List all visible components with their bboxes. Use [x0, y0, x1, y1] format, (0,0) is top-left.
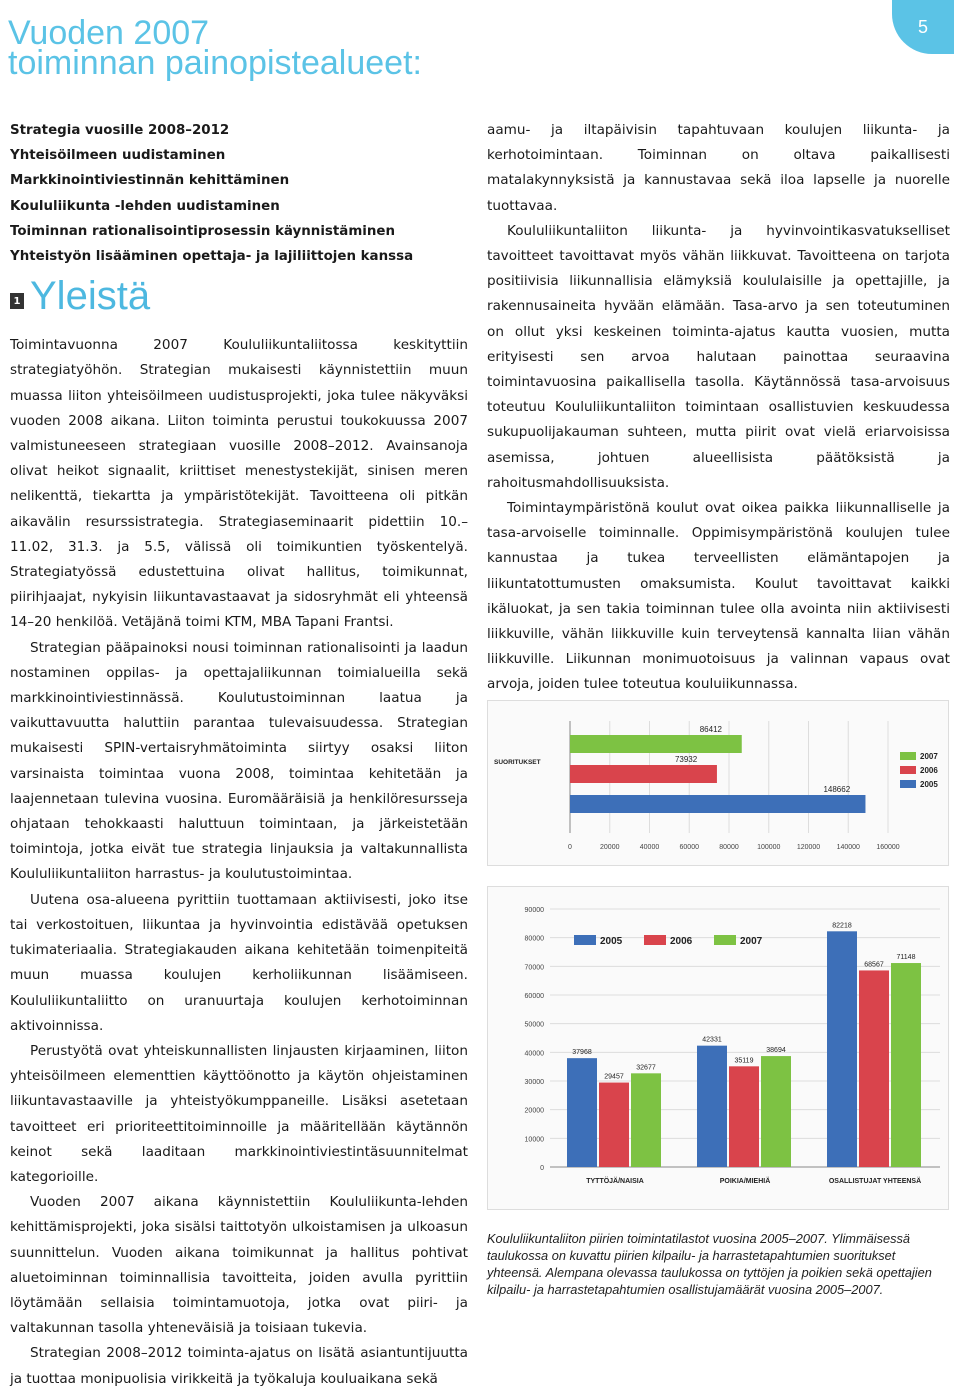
bar-2006 [599, 1083, 629, 1167]
x-tick-label: 140000 [836, 844, 860, 851]
bar-2005 [827, 931, 857, 1167]
y-tick-label: 10000 [524, 1136, 544, 1144]
focus-item: Yhteisöilmeen uudistaminen [10, 148, 226, 164]
paragraph: Strategian 2008–2012 toiminta-ajatus on lisätä asiantuntijuutta ja tuottaa monipuolisia virikkeitä ja työkaluja kouluaikana sekä [10, 1345, 468, 1387]
data-label-2007: 32677 [636, 1064, 656, 1072]
paragraph: Koululiikuntaliiton liikunta- ja hyvinvointikasvatukselliset tavoitteet tavoittavat myös vähän liikkuvat. Tavoitteena on tarjota positiivisia liikunnallisia elämyksiä koululaisille ja opettajille, ja rakennusaineita hyvään elämään. Tasa-arvo ja sen toteutuminen on ollut yksi keskeinen toiminta-ajatus kautta vuosien, mutta erityisesti sen arvoa halutaan painottaa seuraavina toimintavuosina paikallisella tasolla. Käytännössä tasa-arvoisuus toteutuu Koululiikuntaliiton toimintaan osallistuvien keskuudessa sukupuolijakauman suhteen, mutta piirit ovat vielä eriarvoisissa asemissa, johtuen alueellisista päätöksistä ja rahoitusmahdollisuuksista. [487, 222, 950, 491]
y-tick-label: 90000 [524, 907, 544, 914]
y-tick-label: 70000 [524, 964, 544, 972]
y-tick-label: 60000 [524, 993, 544, 1000]
data-label-2005: 148662 [823, 785, 851, 794]
y-tick-label: 40000 [524, 1050, 544, 1058]
left-column [10, 118, 468, 1392]
legend-swatch-2005 [574, 935, 596, 945]
paragraph: Vuoden 2007 aikana käynnistettiin Koululiikunta-lehden kehittämisprojekti, joka sisälsi taittotyön ulkoistamisen ja ulkoasun suunnittelun. Vuoden aikana toimikunnat ja hallitus pohtivat aluetoiminnan toiminnallisia tavoitteita, joiden avulla pyrittiin löytämään sellaisia toimintamuotoja, jotka ovat piiri- ja valtakunnan tasolla yhteneväisiä ja toisiaan tukevia. [10, 1194, 468, 1337]
chart-osallistujat [488, 887, 948, 1205]
bar-2005 [697, 1046, 727, 1167]
paragraph: Perustyötä ovat yhteiskunnallisten linjausten kirjaaminen, liiton yhteisöilmeen elementtien käyttöönotto ja käytön ohjeistaminen liikuntavastaaville ja yhteistyökumppaneille. Lisäksi asetetaan tavoitteet eri prioriteettitoiminnoille ja määritellään käytännön keinot sekä laaditaan markkinointiviestintäsuunnitelmat kategorioille. [10, 1042, 468, 1185]
bar-2006 [570, 765, 717, 783]
legend-label-2007: 2007 [740, 936, 763, 947]
x-tick-label: 20000 [600, 844, 620, 851]
bar-2007 [761, 1056, 791, 1167]
bar-2005 [567, 1058, 597, 1167]
data-label-2006: 68567 [864, 961, 884, 969]
data-label-2006: 73932 [674, 755, 698, 764]
focus-item: Toiminnan rationalisointiprosessin käynnistäminen [10, 223, 396, 239]
data-label-2006: 29457 [604, 1073, 624, 1081]
bar-2005 [570, 795, 865, 813]
legend-label-2006: 2006 [920, 766, 938, 775]
bar-2006 [729, 1066, 759, 1167]
y-tick-label: 30000 [524, 1079, 544, 1086]
x-category-label: POIKIA/MIEHIÄ [719, 1178, 771, 1185]
data-label-2007: 38694 [766, 1047, 786, 1055]
x-tick-label: 80000 [719, 844, 739, 851]
legend-swatch-2005 [900, 780, 916, 788]
legend-label-2006: 2006 [670, 936, 693, 947]
legend-label-2005: 2005 [920, 780, 938, 789]
legend-label-2005: 2005 [600, 936, 623, 947]
focus-item: Strategia vuosille 2008–2012 [10, 123, 230, 138]
data-label-2007: 71148 [896, 954, 916, 962]
legend-swatch-2006 [644, 935, 666, 945]
section-title: Yleistä [30, 274, 151, 319]
focus-item: Yhteistyön lisääminen opettaja- ja lajiliittojen kanssa [10, 249, 414, 265]
y-tick-label: 20000 [524, 1107, 544, 1115]
title-line-2: toiminnan painopistealueet: [8, 44, 422, 82]
y-tick-label: 50000 [524, 1021, 544, 1029]
legend-label-2007: 2007 [920, 752, 938, 761]
charts-area [487, 700, 949, 1210]
paragraph: Toimintaympäristönä koulut ovat oikea paikka liikunnalliselle ja tasa-arvoiselle toiminnalle. Oppimisympäristönä koulujen tulee kannustaa ja tukea terveellisten elämäntapojen ja liikuntatottumusten omaksumista. Koulut tavoittavat kaikki ikäluokat, ja sen takia toiminnan tulee olla avointa niin aktiivisesti liikkuville, vähän liikkuville kuin terveytensä kannalta liian vähän liikkuville. Liikunnan monimuotoisuus ja valinnan vapaus ovat arvoja, joiden tulee toteutua kouluiikunnassa. [487, 500, 950, 693]
x-tick-label: 60000 [679, 844, 699, 851]
page-number-badge [892, 0, 954, 54]
bar-2007 [891, 963, 921, 1167]
legend-swatch-2007 [900, 752, 916, 760]
y-tick-label: 80000 [524, 935, 544, 943]
data-label-2005: 82218 [832, 922, 852, 930]
legend-swatch-2006 [900, 766, 916, 774]
y-category-label: SUORITUKSET [494, 759, 541, 766]
title-line-1: Vuoden 2007 [8, 14, 210, 52]
x-tick-label: 160000 [876, 844, 900, 851]
paragraph: Uutena osa-alueena pyrittiin tuottamaan aktiivisesti, joko itse tai verkostoituen, liikuntaa ja hyvinvointia edistävää opetuksen tukimateriaalia. Strategiakauden aikana kehitetään toimenpiteitä muun muassa koulujen kerholiikunnan lisäämiseen. Koululiikuntaliitto on uranuurtaja koulujen kerhotoiminnan aktivoinnissa. [10, 891, 468, 1034]
chart-suoritukset [488, 701, 948, 861]
bar-2007 [570, 735, 742, 753]
right-column [487, 118, 950, 698]
chart-top-frame [487, 700, 949, 866]
data-label-2006: 35119 [734, 1057, 754, 1065]
data-label-2005: 42331 [702, 1036, 722, 1044]
section-number: 1 [10, 293, 24, 309]
chart-caption: Koululiikuntaliiton piirien toimintatilastot vuosina 2005–2007. Ylimmäisessä taulukossa on kuvattu piirien kilpailu- ja harrastetapahtumien suoritukset yhteensä. Alempana olevassa taulukossa on tyttöjen ja poikien sekä opettajien kilpailu- ja harrastetapahtumien osallistujamäärät vuosina 2005–2007. [487, 1231, 932, 1297]
x-tick-label: 120000 [796, 844, 821, 851]
page-title [8, 14, 422, 82]
paragraph: Strategian pääpainoksi nousi toiminnan rationalisointi ja laadun nostaminen oppilas- ja opettajaliikunnan toimialueilla sekä markkinointiviestinnässä. Koulutustoiminnan laatua ja vaikuttavuutta haluttiin parantaa tulevaisuudessa. Strategian mukaisesti SPIN-vertaisryhmätoiminta siirtyy osaksi liiton varsinaista toimintaa vuona 2008, toimintaa kehitetään ja laajennetaan tulevina vuosina. Euromääräisiä ja henkilöresursseja ohjataan tehokkaasti haluttuun toimintaan, ja järkeistetään toimintoja, jotka eivät tue strategia linjauksia ja valtakunnallista Koululiikuntaliiton harrastus- ja koulutustoimintaa. [10, 639, 468, 883]
chart-bottom-frame [487, 886, 949, 1210]
page-number: 5 [917, 16, 928, 37]
focus-list [10, 118, 468, 269]
paragraph: aamu- ja iltapäivisin tapahtuvaan koulujen liikunta- ja kerhotoimintaan. Toiminnan on oltava paikallisesti matalakynnyksistä ja kannustavaa sekä iloa lapselle ja nuorelle tuottavaa. [487, 122, 950, 214]
x-tick-label: 0 [568, 844, 572, 851]
focus-item: Markkinointiviestinnän kehittäminen [10, 173, 290, 189]
data-label-2005: 37968 [572, 1049, 592, 1057]
x-category-label: OSALLISTUJAT YHTEENSÄ [828, 1178, 922, 1185]
bar-2007 [631, 1073, 661, 1167]
data-label-2007: 86412 [699, 725, 722, 734]
x-tick-label: 100000 [757, 844, 781, 851]
x-tick-label: 40000 [639, 844, 660, 851]
paragraph: Toimintavuonna 2007 Koululiikuntaliitossa keskityttiin strategiatyöhön. Strategian mukaisesti käynnistettiin muun muassa liiton yhteisöilmeen uudistusprojekti, joka tulee näkyväksi vuoden 2008 aikana. Liiton toiminta perustui toukokuussa 2007 valmistuneeseen strategiaan vuosille 2008–2012. Avainsanoja olivat heikot signaalit, kriittiset menestystekijät, sinisen meren nelikenttä, tiekartta ja ympäristötekijät. Tavoitteena oli pitkän aikavälin resurssistrategia. Strategiaseminaarit pidettiin 10.–11.02, 31.3. ja 5.5, välissä oli toimikuntien työskentelyä. Strategiatyössä edustettuina olivat hallitus, toimikunnat, piirihjaajat, nykyisin liikuntavastaavat ja sidosryhmät eli yhteensä 14–20 henkilöä. Vetäjänä toimi KTM, MBA Tapani Frantsi. [10, 337, 468, 631]
y-tick-label: 0 [540, 1165, 544, 1172]
focus-item: Koululiikunta -lehden uudistaminen [10, 198, 280, 214]
bar-2006 [859, 970, 889, 1167]
legend-swatch-2007 [714, 935, 736, 945]
section-heading [10, 275, 468, 317]
x-category-label: TYTTÖJÄ/NAISIA [586, 1178, 644, 1185]
